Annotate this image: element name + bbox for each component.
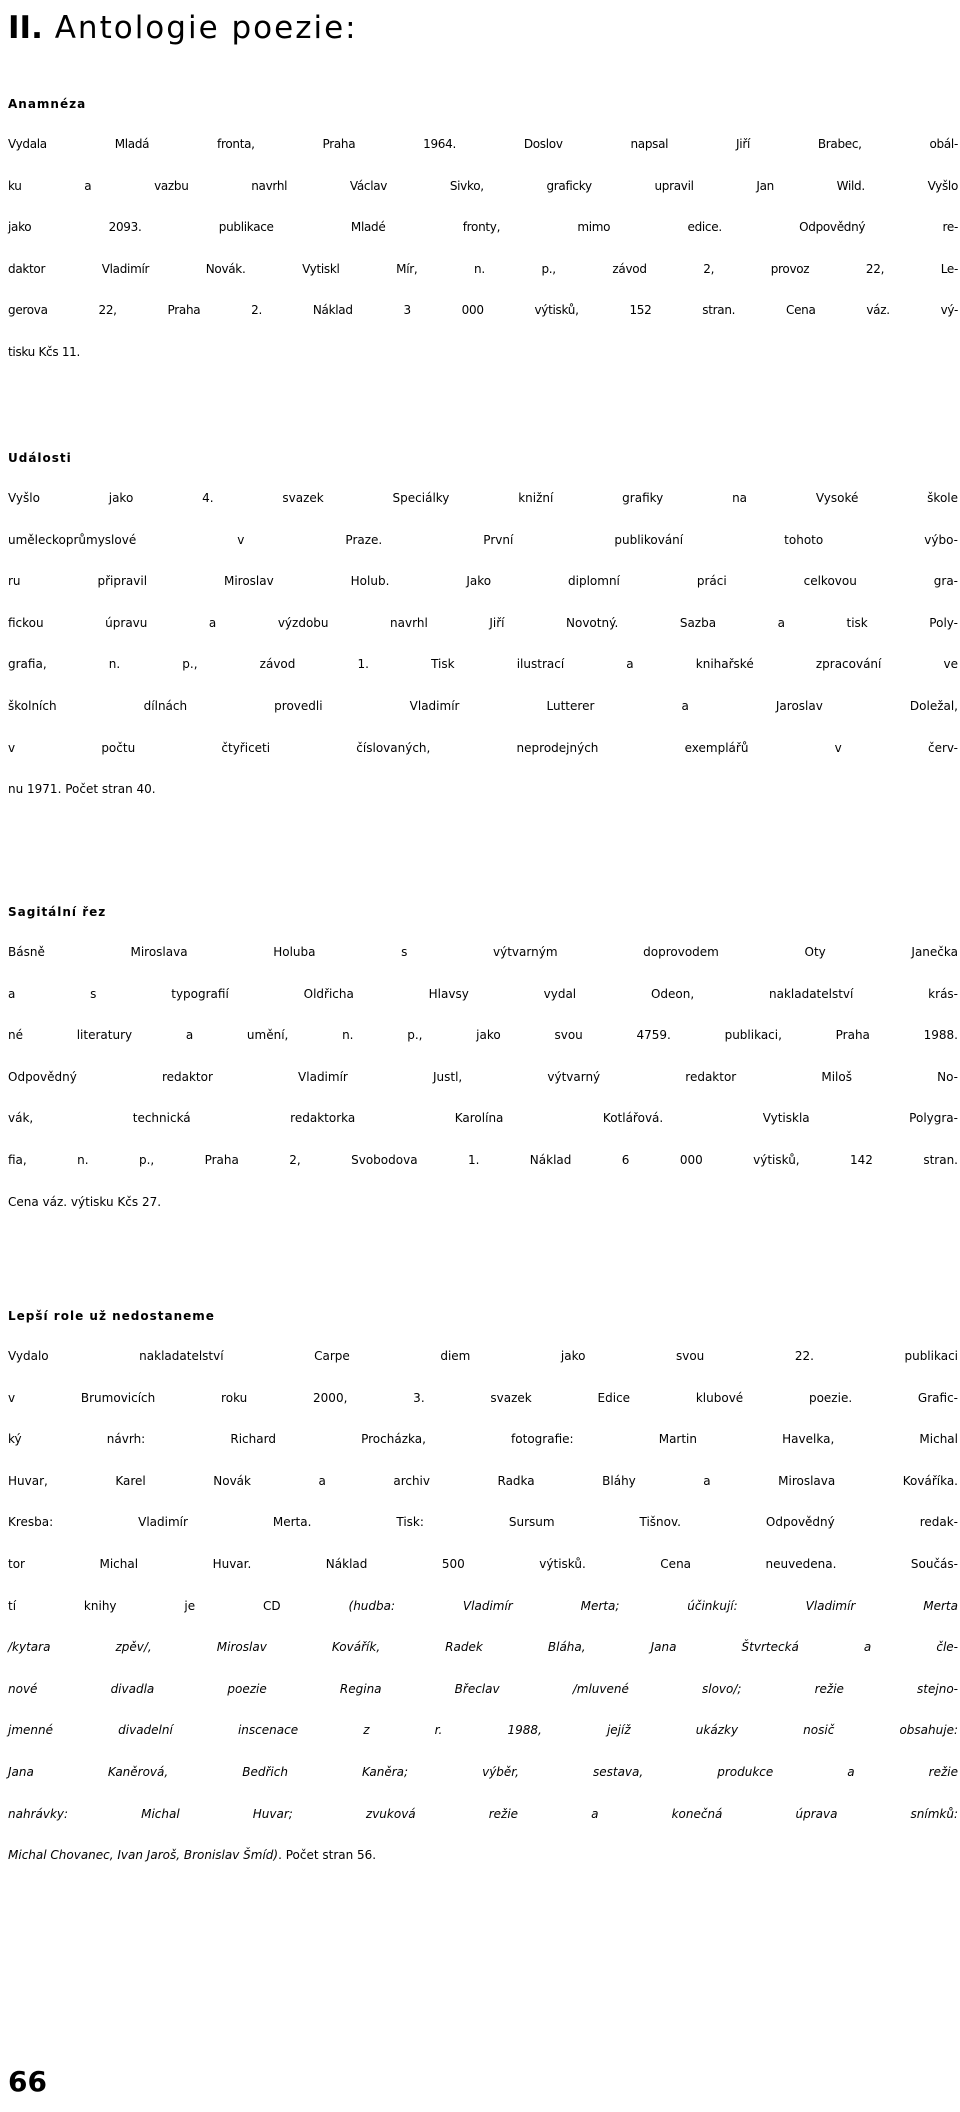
entry-title: Lepší role už nedostaneme <box>8 1309 215 1323</box>
text-run: v Brumovicích roku 2000, 3. svazek Edice klubové poezie. Grafic- <box>8 1390 958 1405</box>
text-run: Kresba: Vladimír Merta. Tisk: Sursum Tišnov. Odpovědný redak- <box>8 1515 958 1530</box>
text-line: Vyšlo jako 4. svazek Speciálky knižní grafiky na Vysoké škole <box>8 491 958 505</box>
text-line <box>8 1794 958 1836</box>
italic-run: nové divadla poezie Regina Břeclav /mluvené slovo/; režie stejno- <box>8 1681 958 1696</box>
text-run: Huvar, Karel Novák a archiv Radka Bláhy a Miroslava Kováříka. <box>8 1473 958 1488</box>
text-line: Odpovědný redaktor Vladimír Justl, výtvarný redaktor Miloš No- <box>8 1069 958 1084</box>
italic-run: Michal Chovanec, Ivan Jaroš, Bronislav Šmíd) <box>8 1848 279 1863</box>
text-line: a s typografií Oldřicha Hlavsy vydal Odeon, nakladatelství krás- <box>8 986 958 1001</box>
text-line <box>8 1627 958 1669</box>
text-line <box>8 1461 958 1503</box>
entry-title: Události <box>8 451 72 465</box>
text-line <box>8 1752 958 1794</box>
italic-run: nahrávky: Michal Huvar; zvuková režie a konečná úprava snímků: <box>8 1806 958 1821</box>
text-line: nu 1971. Počet stran 40. <box>8 782 156 797</box>
text-line: Vydala Mladá fronta, Praha 1964. Doslov napsal Jiří Brabec, obál- <box>8 137 958 151</box>
text-line <box>8 1835 958 1877</box>
text-line <box>8 1586 958 1628</box>
text-line <box>8 1544 958 1586</box>
entry-anamneza <box>8 84 958 374</box>
text-run: tor Michal Huvar. Náklad 500 výtisků. Cena neuvedena. Součás- <box>8 1556 958 1571</box>
text-line: fia, n. p., Praha 2, Svobodova 1. Náklad 6 000 výtisků, 142 stran. <box>8 1152 958 1167</box>
text-line <box>8 1710 958 1752</box>
entry-sagitalni-rez <box>8 892 958 1223</box>
text-line: jako 2093. publikace Mladé fronty, mimo edice. Odpovědný re- <box>8 220 958 235</box>
text-line <box>8 1502 958 1544</box>
text-line: školních dílnách provedli Vladimír Lutterer a Jaroslav Doležal, <box>8 698 958 713</box>
text-line: gerova 22, Praha 2. Náklad 3 000 výtisků, 152 stran. Cena váz. vý- <box>8 303 958 318</box>
entry-udalosti <box>8 438 958 811</box>
page-number: 66 <box>8 2065 47 2098</box>
text-line: daktor Vladimír Novák. Vytiskl Mír, n. p., závod 2, provoz 22, Le- <box>8 261 958 276</box>
text-line: tisku Kčs 11. <box>8 344 81 359</box>
document-page <box>8 0 958 2112</box>
entry-title: Anamnéza <box>8 97 87 111</box>
entry-lepsi-role <box>8 1296 958 1877</box>
text-line: v počtu čtyřiceti číslovaných, neprodejných exemplářů v červ- <box>8 740 958 755</box>
italic-run: jmenné divadelní inscenace z r. 1988, jejíž ukázky nosič obsahuje: <box>8 1723 958 1738</box>
text-line: ru připravil Miroslav Holub. Jako diplomní práci celkovou gra- <box>8 574 958 589</box>
text-line: Cena váz. výtisku Kčs 27. <box>8 1194 162 1209</box>
italic-run: /kytara zpěv/, Miroslav Kovářík, Radek Bláha, Jana Štvrtecká a čle- <box>8 1640 958 1655</box>
section-title-text: Antologie poezie: <box>54 10 358 46</box>
section-title <box>8 6 358 50</box>
text-line <box>8 1669 958 1711</box>
text-run: ký návrh: Richard Procházka, fotografie: Martin Havelka, Michal <box>8 1432 958 1447</box>
text-run: tí knihy je CD <box>8 1598 349 1613</box>
italic-run: (hudba: Vladimír Merta; účinkují: Vladimír Merta <box>348 1598 958 1613</box>
text-line: ku a vazbu navrhl Václav Sivko, graficky upravil Jan Wild. Vyšlo <box>8 178 958 193</box>
text-line: uměleckoprůmyslové v Praze. První publikování tohoto výbo- <box>8 532 958 547</box>
text-run: Vydalo nakladatelství Carpe diem jako svou 22. publikaci <box>8 1349 958 1363</box>
text-line: grafia, n. p., závod 1. Tisk ilustrací a knihařské zpracování ve <box>8 657 958 672</box>
text-line: Básně Miroslava Holuba s výtvarným doprovodem Oty Janečka <box>8 945 958 959</box>
section-number: II. <box>8 10 43 46</box>
text-line <box>8 1336 958 1378</box>
entry-title: Sagitální řez <box>8 905 107 919</box>
text-line: né literatury a umění, n. p., jako svou 4759. publikaci, Praha 1988. <box>8 1028 958 1043</box>
text-line: vák, technická redaktorka Karolína Kotlářová. Vytiskla Polygra- <box>8 1111 958 1126</box>
text-run: . Počet stran 56. <box>278 1848 377 1863</box>
italic-run: Jana Kaněrová, Bedřich Kaněra; výběr, sestava, produkce a režie <box>8 1764 958 1779</box>
text-line: fickou úpravu a výzdobu navrhl Jiří Novotný. Sazba a tisk Poly- <box>8 615 958 630</box>
text-line <box>8 1419 958 1461</box>
text-line <box>8 1378 958 1420</box>
